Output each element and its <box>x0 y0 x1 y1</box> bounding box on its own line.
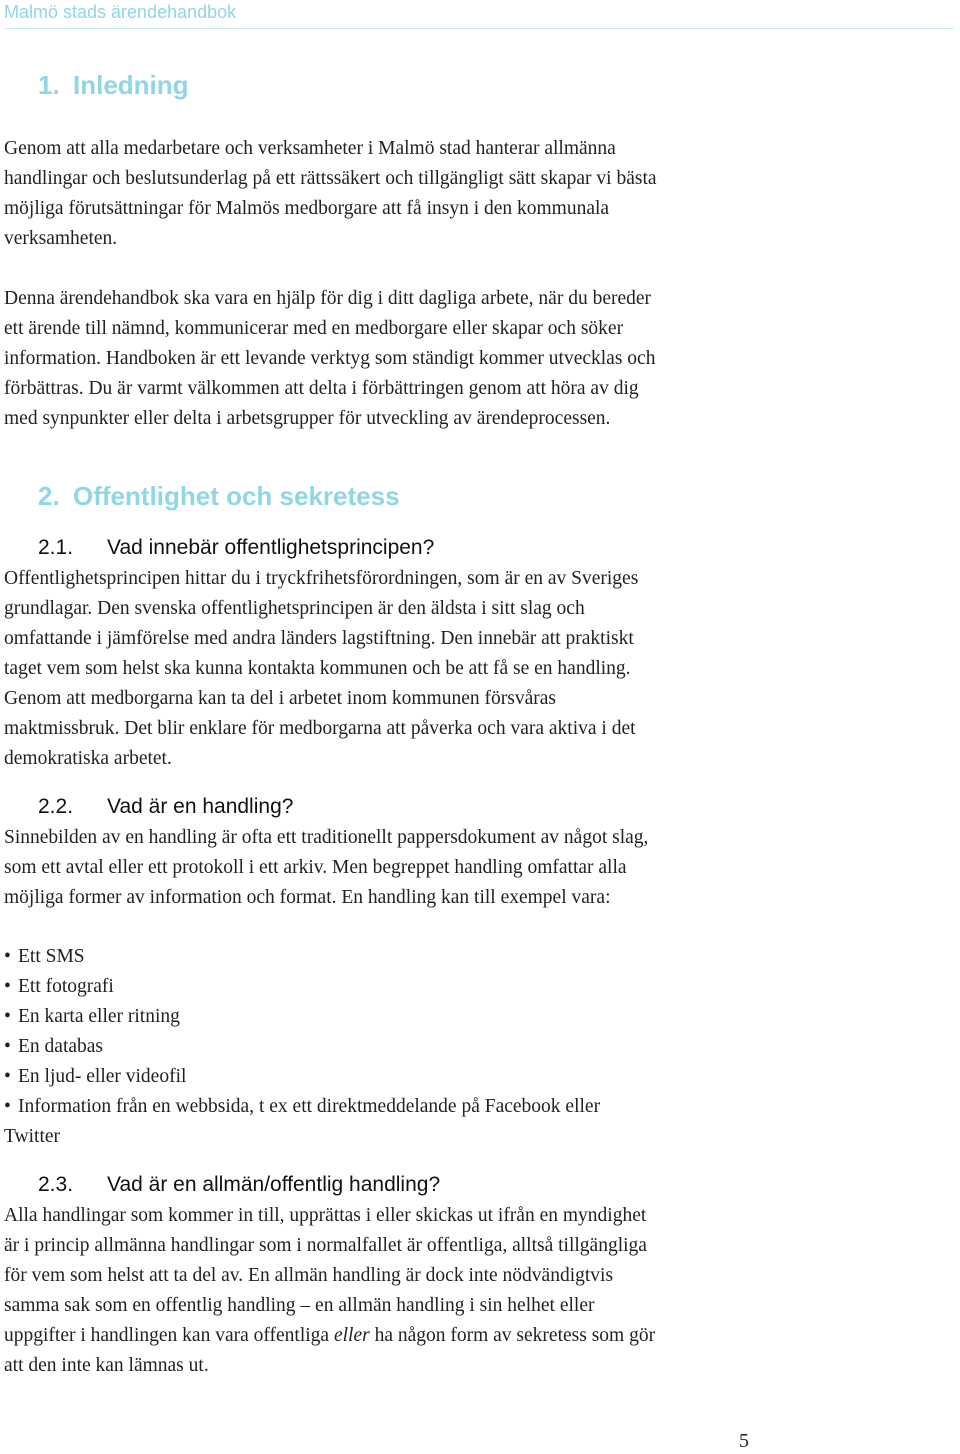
text-line: Genom att alla medarbetare och verksamheter i Malmö stad hanterar allmänna <box>4 138 616 159</box>
text-line: möjliga former av information och format. En handling kan till exempel vara: <box>4 887 611 908</box>
text-line: för vem som helst att ta del av. En allmän handling är dock inte nödvändigtvis <box>4 1265 614 1286</box>
text-line <box>4 1321 764 1351</box>
list-item-text: Ett SMS <box>18 946 85 967</box>
list-item-text: Ett fotografi <box>18 976 114 997</box>
text-line: taget vem som helst ska kunna kontakta kommunen och be att få se en handling. <box>4 658 631 679</box>
bullet-icon: • <box>4 976 11 997</box>
subsection-heading-handling <box>38 794 293 820</box>
bullet-icon: • <box>4 1096 11 1117</box>
bullet-icon: • <box>4 946 11 967</box>
section-title: Offentlighet och sekretess <box>73 481 400 511</box>
bullet-icon: • <box>4 1006 11 1027</box>
section-number: 2. <box>38 481 60 511</box>
text-line: samma sak som en offentlig handling – en allmän handling i sin helhet eller <box>4 1295 595 1316</box>
list-item-text: En databas <box>18 1036 104 1057</box>
bullet-icon: • <box>4 1036 11 1057</box>
text-fragment: ha någon form av sekretess som gör <box>369 1325 656 1346</box>
list-item <box>4 942 600 972</box>
list-item <box>4 1062 600 1092</box>
subsection-heading-principle <box>38 535 434 561</box>
text-line: Offentlighetsprincipen hittar du i tryckfrihetsförordningen, som är en av Sveriges <box>4 568 639 589</box>
text-line: att den inte kan lämnas ut. <box>4 1355 209 1376</box>
paragraph-handling <box>4 823 764 913</box>
text-line: Sinnebilden av en handling är ofta ett traditionellt pappersdokument av något slag, <box>4 827 649 848</box>
paragraph-intro-2 <box>4 284 764 434</box>
list-item <box>4 1092 600 1122</box>
list-item-continuation: Twitter <box>4 1126 61 1147</box>
text-line: Genom att medborgarna kan ta del i arbetet inom kommunen försvåras <box>4 688 556 709</box>
list-item-text: En ljud- eller videofil <box>18 1066 187 1087</box>
subsection-heading-public-document <box>38 1172 440 1198</box>
list-item <box>4 972 600 1002</box>
subsection-number: 2.3. <box>38 1173 74 1196</box>
running-header: Malmö stads ärendehandbok <box>4 2 237 22</box>
text-line: förbättras. Du är varmt välkommen att delta i förbättringen genom att höra av dig <box>4 378 639 399</box>
subsection-title: Vad är en allmän/offentlig handling? <box>107 1173 441 1196</box>
paragraph-intro-1 <box>4 134 764 254</box>
section-number: 1. <box>38 70 60 100</box>
subsection-number: 2.1. <box>38 536 74 559</box>
bullet-icon: • <box>4 1066 11 1087</box>
paragraph-public-document <box>4 1201 764 1381</box>
text-line: möjliga förutsättningar för Malmös medborgare att få insyn i den kommunala <box>4 198 610 219</box>
page-number: 5 <box>739 1430 749 1452</box>
text-line: demokratiska arbetet. <box>4 748 172 769</box>
text-line: ett ärende till nämnd, kommunicerar med en medborgare eller skapar och söker <box>4 318 624 339</box>
header-divider <box>4 28 954 29</box>
text-line: Alla handlingar som kommer in till, upprättas i eller skickas ut ifrån en myndighet <box>4 1205 647 1226</box>
text-line: handlingar och beslutsunderlag på ett rättssäkert och tillgängligt sätt skapar vi bästa <box>4 168 657 189</box>
list-item-text: Information från en webbsida, t ex ett direktmeddelande på Facebook eller <box>18 1096 601 1117</box>
text-line: Denna ärendehandbok ska vara en hjälp för dig i ditt dagliga arbete, när du bereder <box>4 288 652 309</box>
text-line: grundlagar. Den svenska offentlighetsprincipen är den äldsta i sitt slag och <box>4 598 585 619</box>
text-line: med synpunkter eller delta i arbetsgrupper för utveckling av ärendeprocessen. <box>4 408 611 429</box>
text-line: maktmissbruk. Det blir enklare för medborgarna att påverka och vara aktiva i det <box>4 718 636 739</box>
list-item <box>4 1032 600 1062</box>
section-title: Inledning <box>73 70 189 100</box>
text-line: information. Handboken är ett levande verktyg som ständigt kommer utvecklas och <box>4 348 656 369</box>
list-item-text: En karta eller ritning <box>18 1006 180 1027</box>
text-line: är i princip allmänna handlingar som i normalfallet är offentliga, alltså tillgängliga <box>4 1235 647 1256</box>
text-line: verksamheten. <box>4 228 118 249</box>
section-heading-inledning <box>38 70 189 100</box>
handling-examples-list <box>4 942 600 1152</box>
text-fragment: uppgifter i handlingen kan vara offentliga <box>4 1325 334 1346</box>
emphasis-text: eller <box>333 1325 370 1346</box>
list-item <box>4 1002 600 1032</box>
subsection-title: Vad är en handling? <box>107 795 294 818</box>
subsection-number: 2.2. <box>38 795 74 818</box>
paragraph-principle <box>4 564 764 774</box>
text-line: som ett avtal eller ett protokoll i ett arkiv. Men begreppet handling omfattar alla <box>4 857 627 878</box>
section-heading-offentlighet <box>38 481 400 511</box>
text-line: omfattande i jämförelse med andra länders lagstiftning. Den innebär att praktiskt <box>4 628 634 649</box>
subsection-title: Vad innebär offentlighetsprincipen? <box>107 536 435 559</box>
